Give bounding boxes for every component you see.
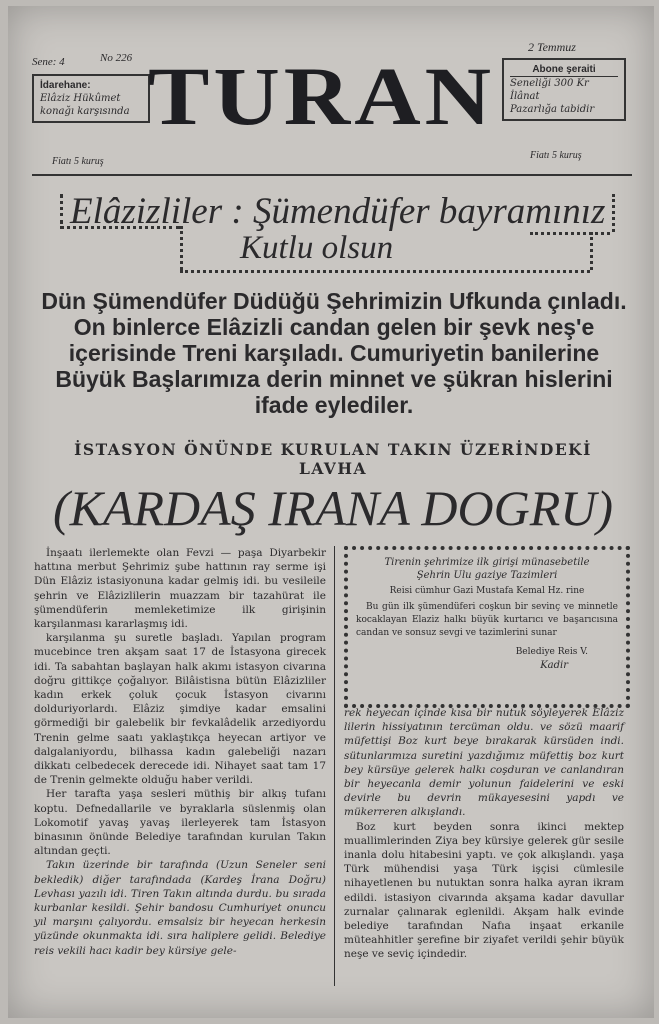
newspaper-page <box>8 6 654 1018</box>
subscription-box-line: İlânat <box>510 91 540 102</box>
masthead-title: TURAN <box>148 50 496 142</box>
telegram-addressee: Reisi cümhur Gazi Mustafa Kemal Hz. rine <box>389 586 585 596</box>
column-divider <box>334 546 335 986</box>
banner-dots <box>590 232 593 270</box>
telegram-name: Kadir <box>540 660 568 671</box>
telegram-heading: Tirenin şehrimize ilk girişi münasebetile <box>384 557 590 568</box>
price-left: Fiatı 5 kuruş <box>52 156 104 167</box>
main-title: (KARDAŞ IRANA DOGRU) <box>52 480 614 536</box>
right-column <box>344 706 624 962</box>
telegram-signature: Belediye Reis V. <box>515 647 588 657</box>
admin-box-line: Elâziz Hükûmet <box>40 93 121 104</box>
price-right: Fiatı 5 kuruş <box>530 150 582 161</box>
banner-line-1: Elâzizliler : Şümendüfer bayramınız <box>70 191 606 232</box>
headline-banner <box>60 190 618 274</box>
subscription-box-line: Pazarlığa tabidir <box>510 104 595 115</box>
banner-line-2: Kutlu olsun <box>240 230 394 266</box>
telegram-heading: Şehrin Ulu gaziye Tazimleri <box>416 570 558 581</box>
article-paragraph: İnşaatı ilerlemekte olan Fevzi — paşa Diyarbekir hattına merbut Şehrimiz şube hattının ray serme işi Dün Elâziz istasiyonuna kadar gelmiş idi. bu vesileile şehrin ve Elâzizlilerin muazzam bir tazahürat ile şümendüferin memleketimize ilk girişinin karşılanması kararlaşmış idi. <box>34 547 326 631</box>
subscription-box <box>502 58 626 121</box>
subscription-box-line: Abone şeraiti <box>510 63 618 77</box>
article-paragraph: Her tarafta yaşa sesleri müthiş bir alkış tufanı koptu. Defnedallarile ve byraklarla süslenmiş olan Lokomotif yavaş yavaş ilerleyerek tam İstasyon binasının önünde Belediye tarafından kurulan Takın altından geçti. <box>34 788 326 858</box>
section-subhead: İSTASYON ÖNÜNDE KURULAN TAKIN ÜZERİNDEKİ LAVHA <box>74 440 592 478</box>
admin-box-line: konağı karşısında <box>40 106 130 117</box>
admin-box-line: İdarehane: <box>40 80 91 91</box>
subscription-box-line: Seneliği 300 Kr <box>510 78 589 89</box>
issue-year: Sene: 4 <box>32 56 65 68</box>
banner-dots <box>180 270 590 273</box>
article-paragraph: rek heyecan içinde kısa bir nutuk söyleyerek Elâziz lilerin hissiyatının tercüman oldu. ve sözü maarif müfettişi Boz kurt beye bırakarak kürsüden indi. sütunlarımıza suretini yazdığımız müfettiş boz kurt bey kürsüye gelerek halkı coşduran ve canlandıran bir heyecanla demir yolunun faidelerini ve eski devirle bu devrin mükayesesini yapdı ve mükerreren alkışlandı. <box>344 707 624 819</box>
telegram-body: Bu gün ilk şümendüferi coşkun bir sevinç ve minnetle kocaklayan Elaziz halkı büyük kurtarıcı ve başarıcısına candan ve sonsuz sevgi ve tazimlerini sunar <box>356 602 618 638</box>
issue-number: No 226 <box>100 52 133 64</box>
left-column <box>34 546 326 958</box>
banner-dots <box>612 194 615 232</box>
lead-paragraph: Dün Şümendüfer Düdüğü Şehrimizin Ufkunda çınladı. On binlerce Elâzizli candan gelen bir şevk neş'e içerisinde Treni karşıladı. Cumuriyetin banilerine Büyük Başlarımıza derin minnet ve şükran hislerini ifade eylediler. <box>41 288 627 418</box>
banner-dots <box>60 194 63 224</box>
telegram-box <box>344 546 630 708</box>
admin-box <box>32 74 150 123</box>
article-paragraph: Takın üzerinde bir tarafında (Uzun Seneler seni bekledik) diğer tarafındada (Kardeş İrana Doğru) Levhası yazılı idi. Tiren Takın altında durdu. bu sırada kurbanlar kesildi. Şehir bandosu Cumhuriyet onuncu yıl marşını çalıyordu. emsalsiz bir heyecan herkesin yüzünde okunmakta idi. sıra haliplere gelidi. Belediye reis vekili hacı kadir bey kürsiye gele- <box>34 859 326 957</box>
masthead-rule <box>32 174 632 176</box>
issue-date: 2 Temmuz <box>528 40 576 54</box>
article-paragraph: karşılanma şu suretle başladı. Yapılan program mucebince tren akşam saat 17 de İstasyona girecek idi. Ta sabahtan başlayan halk akımı istasyon civarına doğru gittikçe çoğalıyor. Bilâistisna bütün Elâzizliler kadın erkek çoluk çocuk İstasyon civarını dolduriyorlardı. Elâziz şimdiye kadar emsalini görmediği bir galebelik bir fevkalâdelik arzediyordu Trenin gelme saatı yaklaştıkça heyecan artiyor ve dalgalaniyordu, bilhassa kadın galebeliği nazarı dikkatı celbedecek derecede idi. Nihayet saat tam 17 de Trenin gelmekte olduğu haber verildi. <box>34 632 326 787</box>
article-paragraph: Boz kurt beyden sonra ikinci mektep muallimlerinden Ziya bey kürsiye gelerek gür sesile inanla dolu hitabesini yaptı. ve çok alkışlandı. yaşa Türk mühendisi yaşa Türk işçisi cümlesile nihayetlenen bu nutuktan sonra halka ayran ikram edildi. istasiyon civarında akşama kadar davullar zurnalar çalınarak eglenildi. Akşam halk evinde belediye tarafından Nafıa inşaat erkanile müteahhitler şerefine bir ziyafet verildi şehir büyük neşe ve seviç içindedir. <box>344 820 624 961</box>
